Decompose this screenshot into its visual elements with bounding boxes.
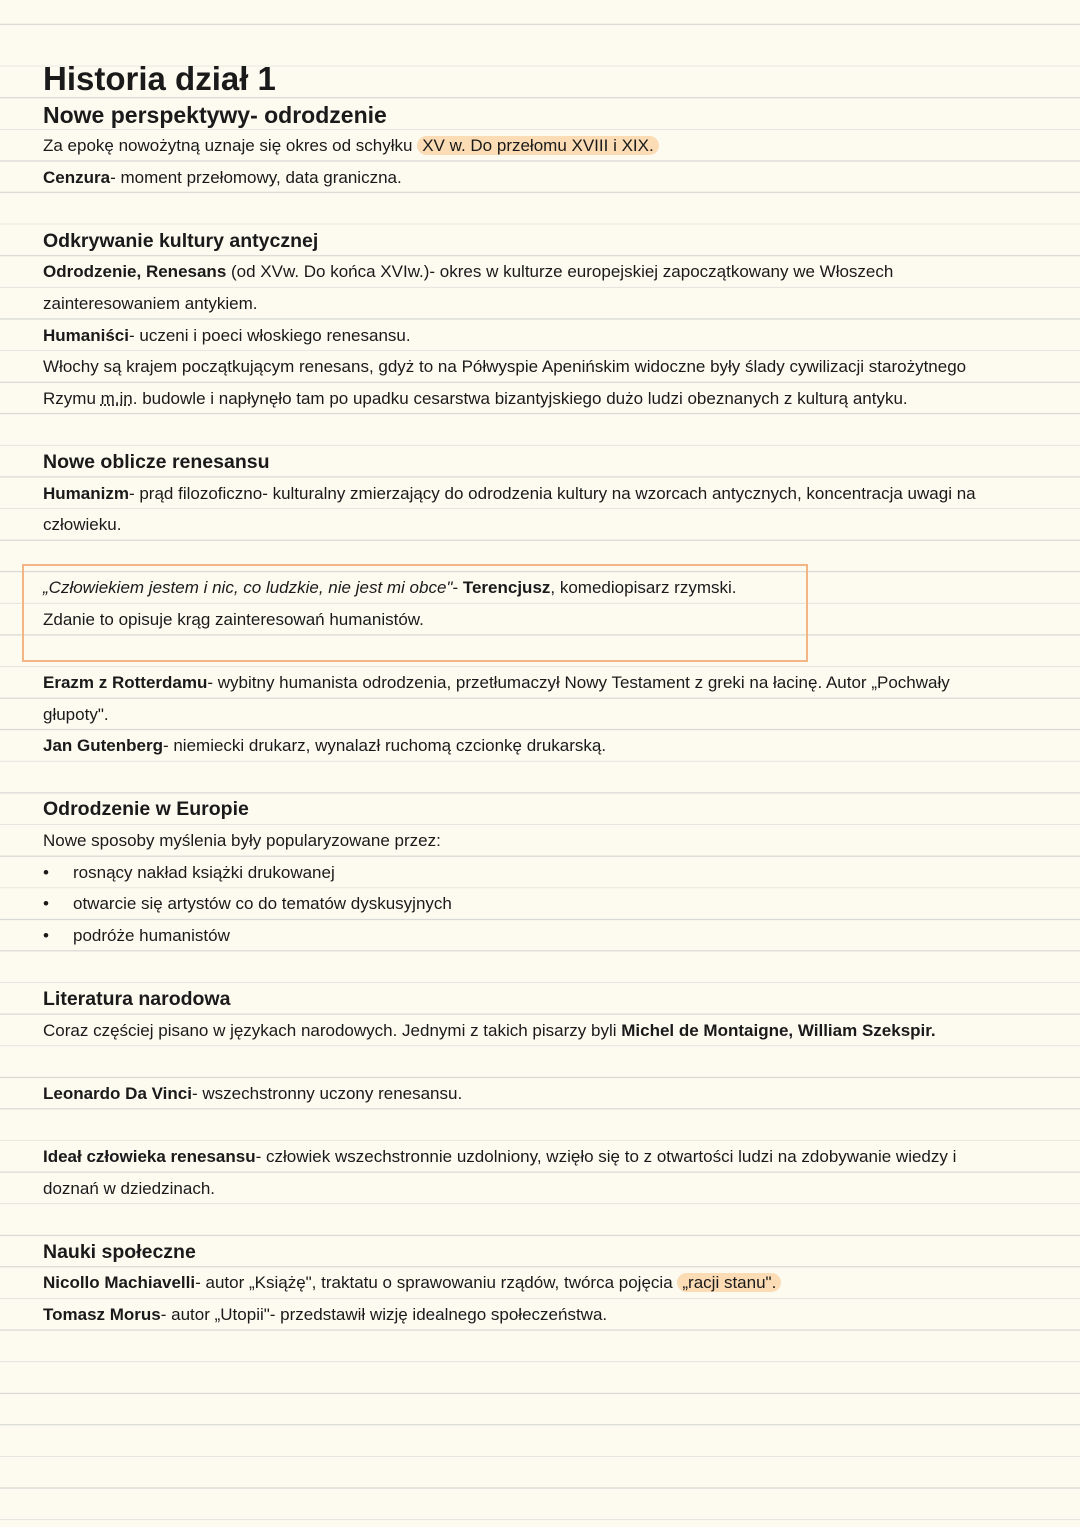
humanisci-definition: - uczeni i poeci włoskiego renesansu. <box>128 325 411 345</box>
renesans-term: Odrodzenie, Renesans <box>43 262 227 282</box>
quote-comment: Zdanie to opisuje krąg zainteresowań humanistów. <box>43 609 424 629</box>
section-heading-antiquity: Odkrywanie kultury antycznej <box>43 229 319 252</box>
ideal-line-2: doznań w dziedzinach. <box>43 1178 216 1198</box>
list-item <box>43 886 1033 918</box>
quote-text: „Człowiekiem jestem i nic, co ludzkie, nie jest mi obce" <box>43 578 453 598</box>
section-heading-new-face: Nowe oblicze renesansu <box>43 450 270 473</box>
morus-definition: - autor „Utopii"- przedstawił wizję idealnego społeczeństwa. <box>160 1304 608 1324</box>
wlochy-text: Rzymu <box>43 388 101 408</box>
humanizm-term: Humanizm <box>43 483 129 503</box>
spacer <box>43 1107 1033 1139</box>
section-heading-europe: Odrodzenie w Europie <box>43 798 249 821</box>
bullet-icon: • <box>43 925 49 945</box>
humanisci-term: Humaniści <box>43 325 129 345</box>
cenzura-definition: - moment przełomowy, data graniczna. <box>110 167 402 187</box>
list-item-text: rosnący nakład książki drukowanej <box>73 862 335 882</box>
erazm-line <box>43 665 1033 697</box>
renesans-line-2: zainteresowaniem antykiem. <box>43 293 258 313</box>
spacer <box>43 539 1033 571</box>
erazm-definition: - wybitny humanista odrodzenia, przetłumaczył Nowy Testament z greki na łacinę. Autor „Pochwały <box>207 673 950 693</box>
spacer <box>43 949 1033 981</box>
leonardo-definition: - wszechstronny uczony renesansu. <box>191 1083 463 1103</box>
section-heading-social: Nauki społeczne <box>43 1240 196 1263</box>
cenzura-line <box>43 160 1033 192</box>
humanizm-definition: - prąd filozoficzno- kulturalny zmierzający do odrodzenia kultury na wzorcach antycznych, koncentracja uwagi na <box>128 483 976 503</box>
intro-text: Za epokę nowożytną uznaje się okres od schyłku <box>43 136 413 155</box>
list-item-text: otwarcie się artystów co do tematów dyskusyjnych <box>73 894 452 914</box>
ideal-definition: - człowiek wszechstronnie uzdolniony, wzięło się to z otwartości ludzi na zdobywanie wiedzy i <box>255 1147 957 1166</box>
spacer <box>43 634 1033 666</box>
list-item <box>43 918 1033 950</box>
wlochy-line: Włochy są krajem początkującym renesans, gdyż to na Półwyspie Apenińskim widoczne były ślady cywilizacji starożytnego <box>43 357 967 377</box>
renesans-line <box>43 254 1033 286</box>
erazm-line-2: głupoty". <box>43 704 109 724</box>
machiavelli-term: Nicollo Machiavelli <box>43 1273 196 1293</box>
bullet-icon: • <box>43 862 49 882</box>
quote-author-desc: , komediopisarz rzymski. <box>550 578 737 598</box>
gutenberg-term: Jan Gutenberg <box>43 736 163 756</box>
humanisci-line <box>43 318 1033 350</box>
europe-lead: Nowe sposoby myślenia były popularyzowane przez: <box>43 831 441 851</box>
list-item <box>43 855 1033 887</box>
cenzura-term: Cenzura <box>43 167 111 187</box>
machiavelli-line <box>43 1265 1033 1297</box>
ideal-term: Ideał człowieka renesansu <box>43 1147 256 1166</box>
page-title: Historia dział 1 <box>43 60 276 97</box>
spacer <box>43 191 1033 223</box>
wlochy-text-end: . budowle i napłynęło tam po upadku cesarstwa bizantyjskiego dużo ludzi obeznanych z kulturą antyku. <box>132 388 908 408</box>
list-item-text: podróże humanistów <box>73 925 230 945</box>
note-page <box>43 58 1033 1329</box>
intro-highlight: XV w. Do przełomu XVIII i XIX. <box>417 136 658 155</box>
humanizm-line-2: człowieku. <box>43 515 122 535</box>
page-subtitle: Nowe perspektywy- odrodzenie <box>43 102 387 128</box>
literature-names: Michel de Montaigne, William Szekspir. <box>621 1020 936 1040</box>
racja-stanu-highlight: „racji stanu". <box>677 1273 781 1292</box>
renesans-definition: (od XVw. Do końca XVIw.)- okres w kulturze europejskiej zapoczątkowany we Włoszech <box>226 262 894 282</box>
spacer <box>43 1044 1033 1076</box>
quote-line <box>43 570 1033 602</box>
morus-line <box>43 1297 1033 1329</box>
literature-text: Coraz częściej pisano w językach narodowych. Jednymi z takich pisarzy byli <box>43 1020 622 1040</box>
bullet-icon: • <box>43 894 49 914</box>
quote-author: Terencjusz <box>462 578 551 598</box>
gutenberg-line <box>43 728 1033 760</box>
machiavelli-definition: - autor „Książę", traktatu o sprawowaniu rządów, twórca pojęcia <box>195 1273 673 1293</box>
ideal-line <box>43 1139 1033 1171</box>
wlochy-line-2 <box>43 381 1033 413</box>
humanizm-line <box>43 476 1033 508</box>
quote-dash: - <box>452 578 463 598</box>
leonardo-term: Leonardo Da Vinci <box>43 1083 192 1103</box>
spacer <box>43 412 1033 444</box>
section-heading-literature: Literatura narodowa <box>43 988 231 1011</box>
spacer <box>43 1202 1033 1234</box>
erazm-term: Erazm z Rotterdamu <box>43 673 208 693</box>
gutenberg-definition: - niemiecki drukarz, wynalazł ruchomą czcionkę drukarską. <box>162 736 607 756</box>
leonardo-line <box>43 1076 1033 1108</box>
abbreviation: m.in <box>100 388 133 408</box>
intro-line <box>43 128 1033 160</box>
morus-term: Tomasz Morus <box>43 1304 161 1324</box>
literature-line <box>43 1013 1033 1045</box>
spacer <box>43 760 1033 792</box>
